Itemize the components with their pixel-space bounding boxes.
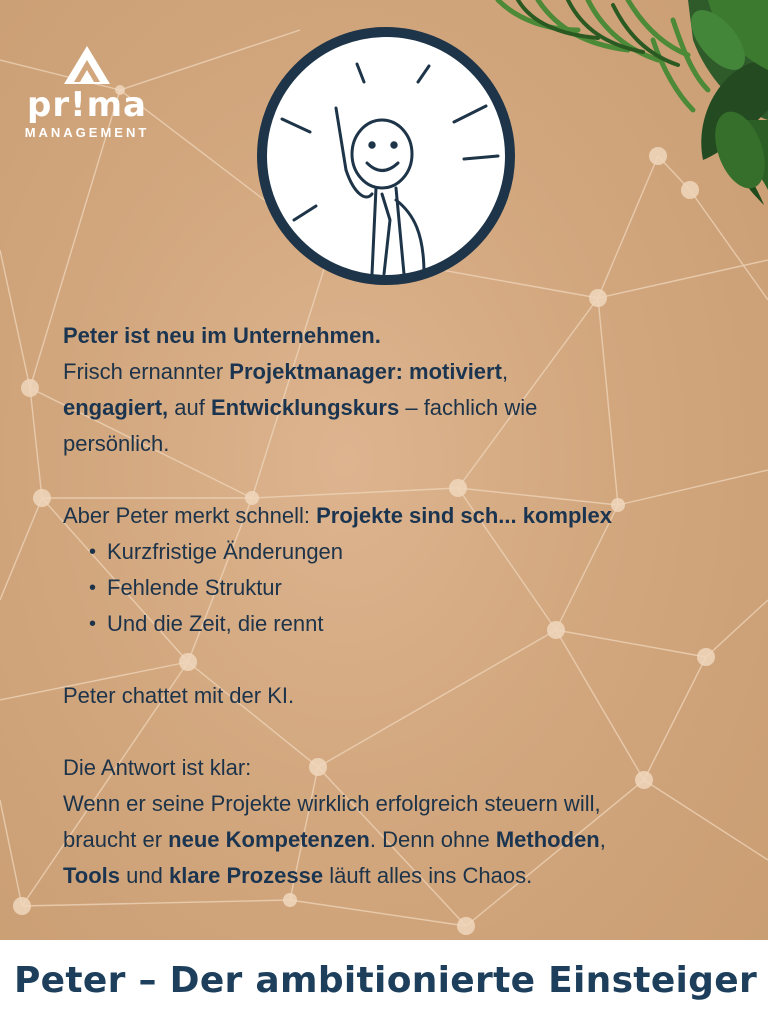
answer-bold: neue Kompetenzen: [168, 827, 370, 852]
answer-bold: klare Prozesse: [168, 863, 324, 888]
problem-lead: Aber Peter merkt schnell:: [63, 503, 317, 528]
list-item: • Kurzfristige Änderungen: [89, 534, 743, 570]
intro-text: auf: [168, 395, 211, 420]
intro-text: – fachlich wie: [399, 395, 538, 420]
smiling-person-illustration: [254, 24, 518, 288]
answer-bold: Tools: [63, 863, 121, 888]
intro-text: Frisch ernannter: [63, 359, 230, 384]
problem-paragraph: [63, 498, 743, 534]
list-item: • Fehlende Struktur: [89, 570, 743, 606]
answer-paragraph: [63, 750, 743, 894]
answer-text: läuft alles ins Chaos.: [323, 863, 533, 888]
prima-management-logo: [22, 44, 152, 140]
intro-bold: engagiert,: [63, 395, 169, 420]
answer-text: Die Antwort ist klar:: [63, 755, 252, 780]
footer-title: Peter – Der ambitionierte Einsteiger: [14, 960, 758, 1001]
chat-line: Peter chattet mit der KI.: [63, 683, 295, 708]
main-text: [63, 318, 743, 894]
intro-text: ,: [501, 359, 509, 384]
answer-bold: Methoden: [495, 827, 600, 852]
logo-subtitle: MANAGEMENT: [24, 125, 150, 140]
problem-list: [63, 534, 743, 642]
answer-text: ,: [599, 827, 606, 852]
triangle-logo-icon: [62, 44, 112, 86]
plant-leaves-decoration: [478, 0, 768, 210]
answer-text: . Denn ohne: [369, 827, 496, 852]
intro-text: persönlich.: [63, 431, 170, 456]
intro-bold: Projektmanager: motiviert: [229, 359, 502, 384]
answer-text: und: [120, 863, 169, 888]
logo-wordmark: pr!ma: [27, 85, 147, 125]
intro-headline: Peter ist neu im Unternehmen.: [63, 323, 381, 348]
footer-banner: [0, 940, 768, 1023]
problem-lead-bold: Projekte sind sch... komplex: [316, 503, 612, 528]
list-item: • Und die Zeit, die rennt: [89, 606, 743, 642]
answer-text: braucht er: [63, 827, 169, 852]
answer-text: Wenn er seine Projekte wirklich erfolgreich steuern will,: [63, 791, 601, 816]
intro-bold: Entwicklungskurs: [210, 395, 400, 420]
intro-paragraph: [63, 318, 743, 462]
